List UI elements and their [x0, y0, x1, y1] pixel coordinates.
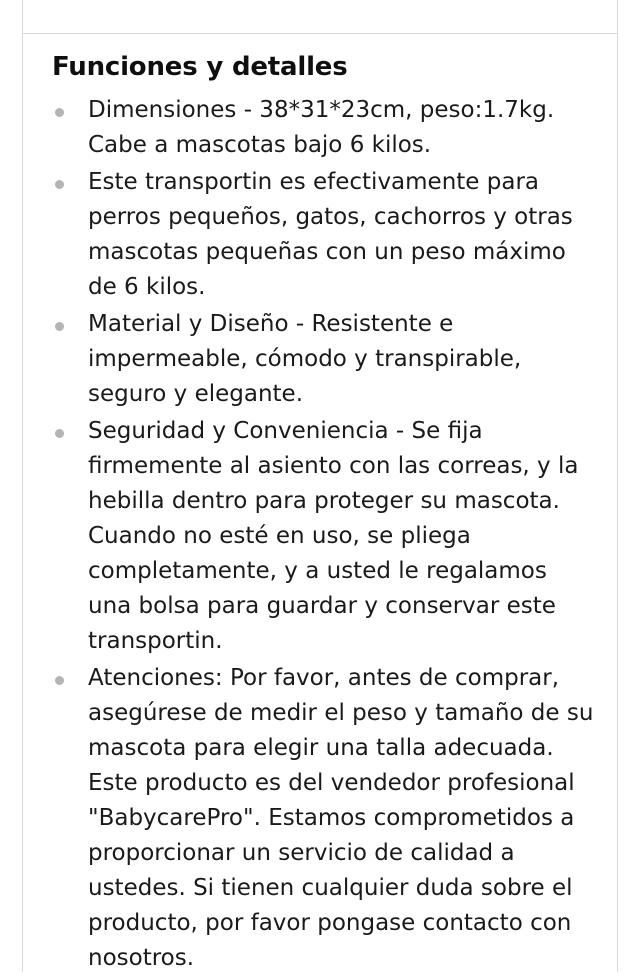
page-top-divider	[22, 33, 618, 34]
list-item-text: Material y Diseño - Resistente e impermeable, cómodo y transpirable, seguro y elegante.	[88, 311, 522, 408]
page-title: Funciones y detalles	[52, 52, 348, 82]
list-item-text: Seguridad y Conveniencia - Se fija firmemente al asiento con las correas, y la hebilla dentro para proteger su mascota. Cuando no esté en uso, se pliega completamente, y a usted le regalamos una bolsa para guardar y conservar este transportin.	[88, 418, 579, 655]
description-content	[52, 52, 597, 978]
page-right-rule	[617, 0, 618, 972]
page-left-rule	[22, 0, 23, 972]
list-item	[52, 307, 597, 412]
bullet-icon	[55, 108, 64, 117]
list-item	[52, 414, 597, 659]
list-item	[52, 93, 597, 163]
list-item	[52, 661, 597, 976]
bullet-icon	[55, 676, 64, 685]
feature-list	[52, 93, 597, 976]
bullet-icon	[55, 180, 64, 189]
list-item	[52, 165, 597, 305]
list-item-text: Este transportin es efectivamente para perros pequeños, gatos, cachorros y otras mascotas pequeñas con un peso máximo de 6 kilos.	[88, 169, 573, 301]
bullet-icon	[55, 322, 64, 331]
bullet-icon	[55, 429, 64, 438]
list-item-text: Dimensiones - 38*31*23cm, peso:1.7kg. Cabe a mascotas bajo 6 kilos.	[88, 97, 555, 159]
list-item-text: Atenciones: Por favor, antes de comprar, asegúrese de medir el peso y tamaño de su mascota para elegir una talla adecuada. Este producto es del vendedor profesional "BabycarePro". Estamos comprometidos a proporcionar un servicio de calidad a ustedes. Si tienen cualquier duda sobre el producto, por favor pongase contacto con nosotros.	[88, 665, 594, 972]
